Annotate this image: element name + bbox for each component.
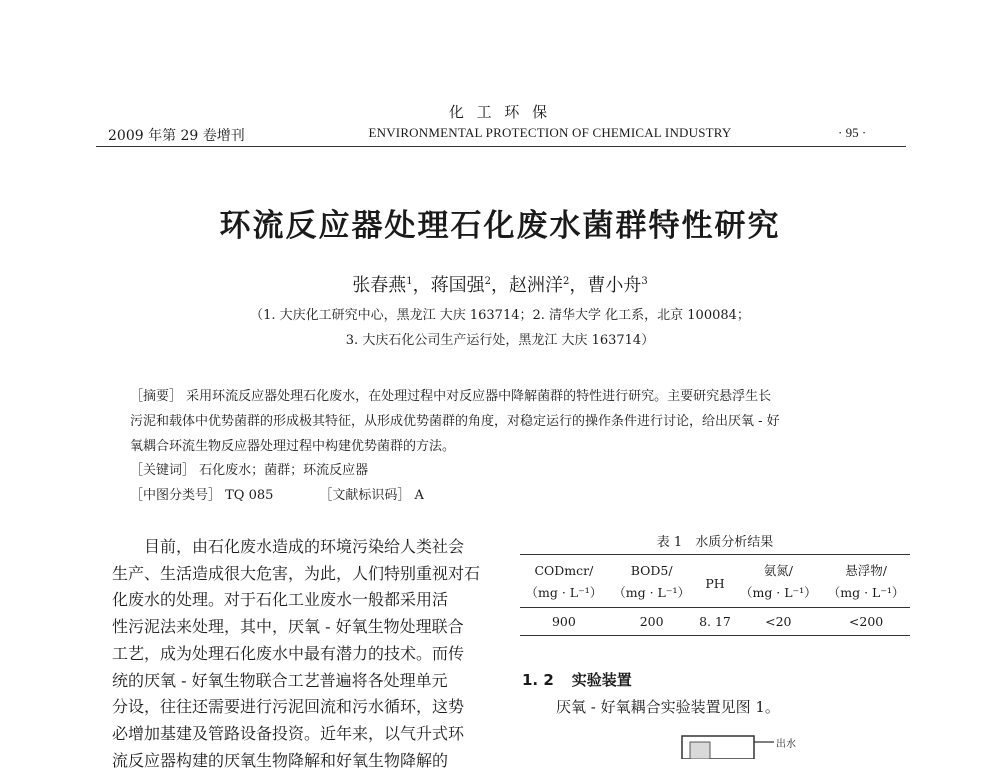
- author-name: 曹小舟: [587, 275, 642, 296]
- table-unit: （mg · L⁻¹）: [613, 585, 690, 600]
- section-text: 厌氧 - 好氧耦合实验装置见图 1。: [556, 698, 780, 716]
- abstract-line: 污泥和载体中优势菌群的形成极其特征，从形成优势菌群的角度，对稳定运行的操作条件进行讨论，给出厌氧 - 好: [130, 414, 780, 429]
- abstract-line: 氧耦合环流生物反应器处理过程中构建优势菌群的方法。: [130, 439, 456, 454]
- section-heading: [522, 669, 632, 690]
- table-header-ph: PH: [696, 555, 735, 608]
- body-line: 必增加基建及管路设备投资。近年来，以气升式环: [112, 723, 465, 743]
- paper-title: 环流反应器处理石化废水菌群特性研究: [219, 208, 781, 244]
- body-line: 性污泥法来处理，其中，厌氧 - 好氧生物处理联合: [112, 617, 464, 637]
- table-unit: （mg · L⁻¹）: [525, 585, 603, 600]
- author-separator: ，: [569, 275, 588, 296]
- table-header-suspended: 悬浮物/: [822, 555, 910, 582]
- affiliation-line: 3. 大庆石化公司生产运行处，黑龙江 大庆 163714）: [345, 333, 655, 348]
- section-number: 1. 2: [522, 671, 554, 689]
- author-name: 赵洲洋: [509, 275, 563, 296]
- classification: [130, 484, 424, 503]
- journal-name-en: ENVIRONMENTAL PROTECTION OF CHEMICAL INDUSTRY: [368, 125, 732, 140]
- author-affiliation-mark: 3: [641, 276, 648, 287]
- body-line: 分设，往往还需要进行污泥回流和污水循环，这势: [112, 697, 465, 717]
- affiliation-line: （1. 大庆化工研究中心，黑龙江 大庆 163714；2. 清华大学 化工系，北京 100084；: [250, 308, 750, 323]
- body-text: [112, 534, 492, 774]
- table-header-bod: BOD5/: [608, 555, 696, 582]
- table-cell: 200: [608, 608, 696, 636]
- reactor-inner: [690, 742, 710, 759]
- table-header-ammonia: 氨氮/: [734, 555, 822, 582]
- table-header-cod: CODmcr/: [520, 555, 608, 582]
- author-separator: ，: [412, 275, 431, 296]
- apparatus-figure: [670, 728, 820, 759]
- section-title: 实验装置: [571, 671, 632, 689]
- abstract: [130, 384, 890, 459]
- author-name: 张春燕: [352, 275, 407, 296]
- body-line: 化废水的处理。对于石化工业废水一般都采用活: [112, 590, 449, 610]
- author-name: 蒋国强: [430, 275, 485, 296]
- table-caption: 表 1 水质分析结果: [656, 535, 774, 550]
- author-affiliation-mark: 1: [406, 276, 413, 287]
- issue-info: 2009 年第 29 卷增刊: [108, 128, 245, 144]
- author-separator: ，: [491, 275, 509, 296]
- journal-name-zh: 化 工 环 保: [448, 103, 552, 121]
- table-cell: 8. 17: [696, 608, 735, 636]
- body-line: 流反应器构建的厌氧生物降解和好氧生物降解的: [112, 750, 449, 770]
- table-cell: 900: [520, 608, 608, 636]
- page-number: · 95 ·: [838, 125, 867, 140]
- keywords: ［关键词］ 石化废水；菌群；环流反应器: [130, 463, 369, 478]
- body-line: 工艺，成为处理石化废水中最有潜力的技术。而传: [112, 643, 465, 663]
- document-code: ［文献标识码］ A: [319, 488, 424, 503]
- author-list: [0, 271, 1000, 297]
- body-line: 目前，由石化废水造成的环境污染给人类社会: [144, 537, 465, 556]
- water-quality-table: [520, 554, 910, 636]
- author-affiliation-mark: 2: [563, 276, 570, 287]
- table-unit: （mg · L⁻¹）: [827, 585, 905, 600]
- body-line: 统的厌氧 - 好氧生物联合工艺普遍将各处理单元: [112, 670, 448, 690]
- outlet-label: 出水: [776, 739, 796, 750]
- table-unit: （mg · L⁻¹）: [739, 585, 817, 600]
- table-cell: <200: [822, 608, 910, 636]
- body-line: 生产、生活造成很大危害，为此，人们特别重视对石: [112, 563, 481, 583]
- header-rule: [96, 146, 906, 147]
- abstract-line: ［摘要］ 采用环流反应器处理石化废水，在处理过程中对反应器中降解菌群的特性进行研究。主要研究悬浮生长: [130, 389, 772, 404]
- clc-number: ［中图分类号］ TQ 085: [130, 488, 274, 503]
- table-row: [520, 608, 910, 636]
- author-affiliation-mark: 2: [484, 276, 491, 287]
- table-cell: <20: [734, 608, 822, 636]
